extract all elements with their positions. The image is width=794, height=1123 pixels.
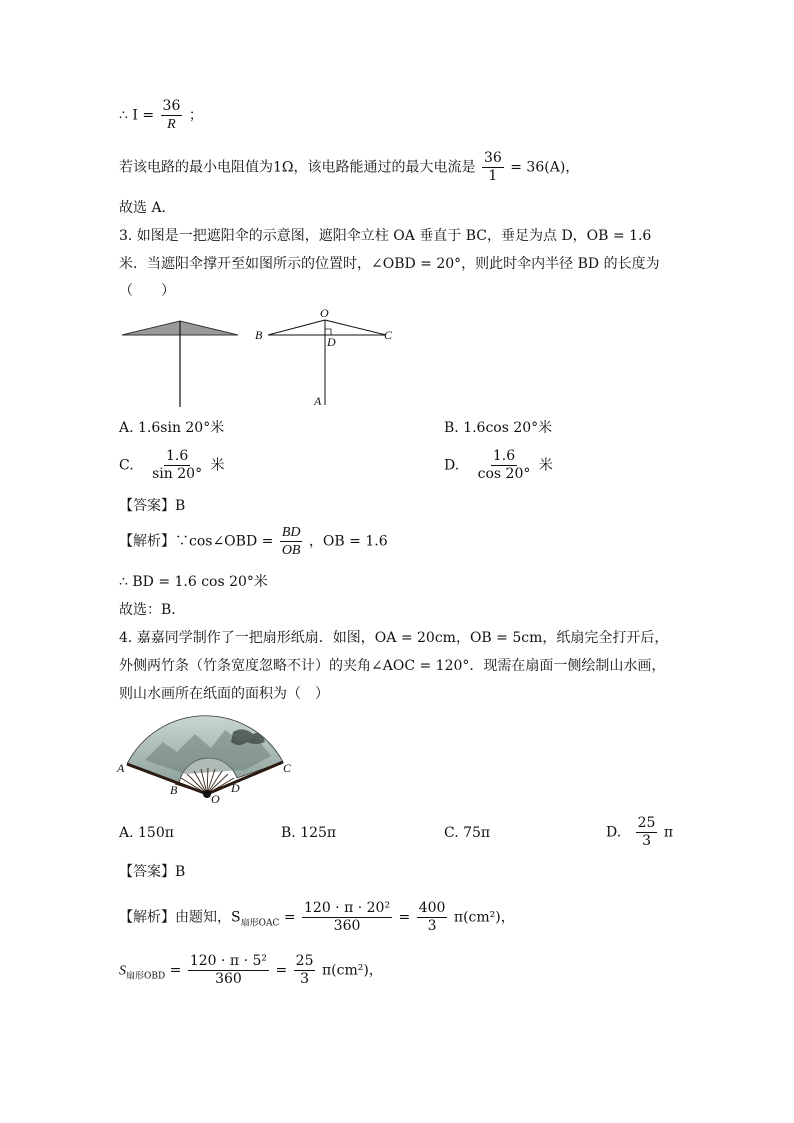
option-unit: 米 xyxy=(210,457,225,474)
fraction-numerator: 25 xyxy=(637,815,656,831)
line-oc xyxy=(325,320,386,335)
q3-option-a: A. 1.6sin 20°米 xyxy=(119,420,225,436)
analysis-suffix: π(cm²)， xyxy=(453,909,515,926)
max-current-text: 若该电路的最小电阻值为1Ω，该电路能通过的最大电流是 xyxy=(119,159,476,176)
fraction-denominator: 3 xyxy=(427,918,437,934)
max-current-line xyxy=(119,150,579,185)
fraction-denominator: R xyxy=(167,117,176,132)
q4-option-d xyxy=(606,815,673,850)
fraction-result-oac xyxy=(417,900,448,935)
label-d: D xyxy=(327,335,336,349)
q3-option-c xyxy=(119,448,225,483)
fraction-denominator: OB xyxy=(281,543,301,558)
fraction-result-obd xyxy=(294,953,316,988)
equals: = xyxy=(275,962,288,979)
label-d: D xyxy=(231,781,240,795)
q4-analysis-2 xyxy=(119,953,383,988)
analysis-suffix: ，OB = 1.6 xyxy=(308,533,388,550)
label-a: A xyxy=(117,761,125,775)
label-o: O xyxy=(211,792,220,806)
fraction-denominator: cos 20° xyxy=(477,466,531,482)
equals: = xyxy=(169,962,182,979)
fraction-denominator: 3 xyxy=(642,833,652,849)
label-c: C xyxy=(283,761,292,775)
q3-option-d xyxy=(444,448,553,483)
option-letter: D. xyxy=(444,457,460,474)
fraction-bd-over-ob xyxy=(280,524,303,559)
q4-stem-line3: 则山水画所在纸面的面积为（ ） xyxy=(119,686,329,702)
analysis-prefix: 【解析】∵cos∠OBD = xyxy=(119,533,274,550)
fan-pivot xyxy=(203,790,211,798)
q4-answer: 【答案】B xyxy=(119,864,186,880)
area-symbol: S xyxy=(119,963,126,979)
formula-current xyxy=(119,98,203,133)
equals: = xyxy=(283,909,296,926)
label-a: A xyxy=(314,394,322,408)
label-o: O xyxy=(320,306,329,320)
prev-choice: 故选 A． xyxy=(119,200,176,216)
analysis-suffix: π(cm²)， xyxy=(321,962,383,979)
fraction-area-oac xyxy=(302,900,392,935)
max-current-result: = 36(A)， xyxy=(510,159,580,176)
q4-stem-line2: 外侧两竹条（竹条宽度忽略不计）的夹角∠AOC = 120°．现需在扇面一侧绘制山水画， xyxy=(119,658,666,674)
fraction-area-obd xyxy=(188,953,269,988)
formula-suffix: ； xyxy=(188,107,203,124)
label-b: B xyxy=(255,328,263,342)
folding-fan-figure xyxy=(115,712,300,807)
fraction-denominator: 3 xyxy=(300,971,310,987)
fraction-numerator: BD xyxy=(281,525,301,540)
q3-stem-line1: 3. 如图是一把遮阳伞的示意图，遮阳伞立柱 OA 垂直于 BC，垂足为点 D，OB = 1.6 xyxy=(119,228,652,244)
fraction-denominator: 360 xyxy=(215,971,242,987)
sector-subscript: 扇形OBD xyxy=(126,971,166,982)
q3-analysis xyxy=(119,524,388,559)
q4-option-b: B. 125π xyxy=(281,825,337,841)
option-letter: C. xyxy=(119,457,134,474)
analysis-prefix: 【解析】由题知，S xyxy=(119,909,241,926)
q3-stem-line3: （ ） xyxy=(119,283,175,299)
q3-stem-line2: 米．当遮阳伞撑开至如图所示的位置时，∠OBD = 20°，则此时伞内半径 BD 的长度为 xyxy=(119,256,660,272)
fraction-36-over-1 xyxy=(482,150,504,185)
fraction-numerator: 36 xyxy=(483,150,502,166)
label-c: C xyxy=(384,328,393,342)
fraction-36-over-r xyxy=(161,98,183,133)
q3-therefore: ∴ BD = 1.6 cos 20°米 xyxy=(119,574,268,590)
option-pi: π xyxy=(663,824,674,841)
q4-analysis-1 xyxy=(119,900,515,935)
q3-option-b: B. 1.6cos 20°米 xyxy=(444,420,553,436)
fraction-numerator: 1.6 xyxy=(165,448,189,464)
fraction-denominator: 1 xyxy=(488,168,498,184)
formula-prefix: ∴ I = xyxy=(119,107,155,124)
line-ob xyxy=(268,320,325,335)
option-d-fraction xyxy=(636,815,658,850)
label-b: B xyxy=(170,783,178,797)
option-d-fraction xyxy=(476,448,533,483)
fraction-denominator: sin 20° xyxy=(152,466,203,482)
q4-option-a: A. 150π xyxy=(119,825,174,841)
option-letter: D. xyxy=(606,824,622,841)
fraction-numerator: 1.6 xyxy=(492,448,516,464)
fraction-numerator: 400 xyxy=(418,900,446,916)
fraction-numerator: 36 xyxy=(162,98,181,114)
fraction-numerator: 120 · π · 5² xyxy=(189,953,268,969)
fraction-numerator: 120 · π · 20² xyxy=(304,900,391,916)
fraction-numerator: 25 xyxy=(295,953,314,969)
q4-stem-line1: 4. 嘉嘉同学制作了一把扇形纸扇．如图，OA = 20cm，OB = 5cm，纸扇完全打开后， xyxy=(119,630,669,646)
option-unit: 米 xyxy=(538,457,553,474)
q3-choice: 故选：B． xyxy=(119,602,186,618)
sector-subscript: 扇形OAC xyxy=(240,918,280,929)
option-c-fraction xyxy=(150,448,204,483)
umbrella-figure xyxy=(110,305,410,415)
equals: = xyxy=(398,909,411,926)
q4-option-c: C. 75π xyxy=(444,825,491,841)
q3-answer: 【答案】B xyxy=(119,498,186,514)
fraction-denominator: 360 xyxy=(333,918,361,934)
